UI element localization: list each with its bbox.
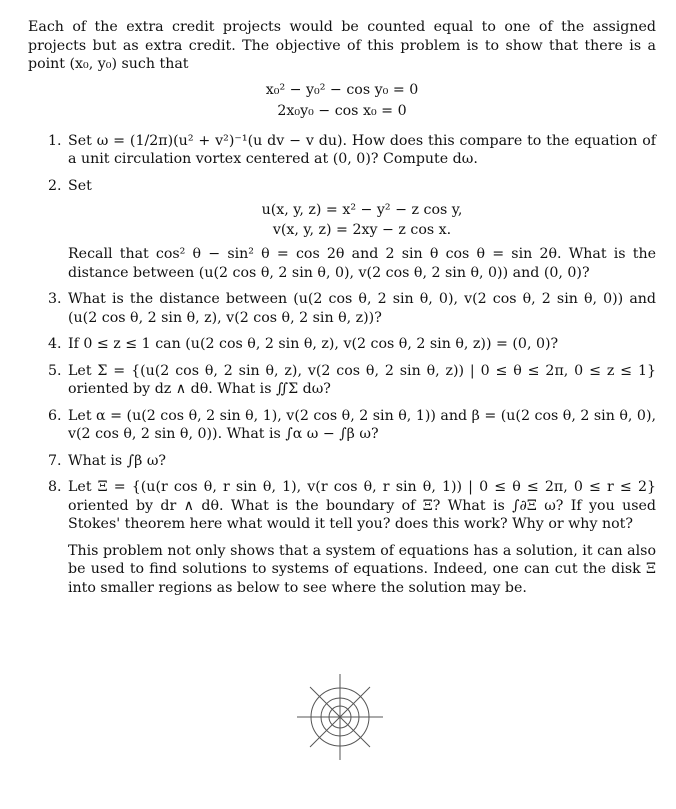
item-number: 4. bbox=[48, 336, 62, 352]
item-text: What is ∫β ω? bbox=[68, 452, 166, 469]
v-definition: v(x, y, z) = 2xy − z cos x. bbox=[272, 222, 452, 238]
item-text: Let Ξ = {(u(r cos θ, r sin θ, 1), v(r cos θ, r sin θ, 1)) | 0 ≤ θ ≤ 2π, 0 ≤ r ≤ 2} oriented by dr ∧ dθ. What is the boundary of Ξ? What is ∫∂Ξ ω? If you used Stokes' theorem here what would it tell you? does this work? Why or why not? bbox=[68, 479, 656, 532]
item-number: 8. bbox=[48, 479, 62, 495]
item-text: Set bbox=[68, 177, 92, 194]
item-number: 2. bbox=[48, 177, 62, 194]
uv-definitions bbox=[68, 200, 656, 240]
closing-paragraph: This problem not only shows that a system of equations has a solution, it can also be used to find solutions to systems of equations. Indeed, one can cut the disk Ξ into smaller regions as below to see where the solution may be. bbox=[68, 542, 656, 596]
equation-2: 2x₀y₀ − cos x₀ = 0 bbox=[277, 102, 407, 119]
intro-paragraph: Each of the extra credit projects would be counted equal to one of the assigned projects but as extra credit. The objective of this problem is to show that there is a point (x₀, y₀) such that bbox=[28, 19, 656, 72]
item-text: Set ω = (1/2π)(u² + v²)⁻¹(u dv − v du). How does this compare to the equation of a unit circulation vortex centered at (0, 0)? Compute dω. bbox=[68, 132, 656, 167]
list-item-4 bbox=[28, 335, 656, 354]
document-page bbox=[28, 18, 656, 597]
item-text: What is the distance between (u(2 cos θ, 2 sin θ, 0), v(2 cos θ, 2 sin θ, 0)) and (u(2 cos θ, 2 sin θ, z), v(2 cos θ, 2 sin θ, z))? bbox=[68, 291, 656, 326]
item-number: 1. bbox=[48, 132, 62, 149]
item-number: 7. bbox=[48, 452, 62, 469]
list-item-7 bbox=[28, 452, 656, 471]
item-text: Let Σ = {(u(2 cos θ, 2 sin θ, z), v(2 cos θ, 2 sin θ, z)) | 0 ≤ θ ≤ 2π, 0 ≤ z ≤ 1} oriented by dz ∧ dθ. What is ∬Σ dω? bbox=[68, 362, 656, 397]
list-item-2 bbox=[28, 177, 656, 283]
list-item-6 bbox=[28, 407, 656, 444]
item-text: Let α = (u(2 cos θ, 2 sin θ, 1), v(2 cos θ, 2 sin θ, 1)) and β = (u(2 cos θ, 2 sin θ, 0), v(2 cos θ, 2 sin θ, 0)). What is ∫α ω − ∫β ω? bbox=[68, 407, 656, 442]
list-item-1 bbox=[28, 132, 656, 169]
list-item-8 bbox=[28, 478, 656, 534]
u-definition: u(x, y, z) = x² − y² − z cos y, bbox=[261, 202, 463, 218]
item-number: 6. bbox=[48, 407, 62, 424]
list-item-3 bbox=[28, 290, 656, 327]
system-of-equations bbox=[28, 80, 656, 122]
item-text-after: Recall that cos² θ − sin² θ = cos 2θ and 2 sin θ cos θ = sin 2θ. What is the distance between (u(2 cos θ, 2 sin θ, 0), v(2 cos θ, 2 sin θ, 0)) and (0, 0)? bbox=[68, 246, 656, 281]
item-number: 5. bbox=[48, 362, 62, 379]
list-item-5 bbox=[28, 362, 656, 399]
disk-subdivision-figure bbox=[297, 674, 383, 760]
item-text: If 0 ≤ z ≤ 1 can (u(2 cos θ, 2 sin θ, z), v(2 cos θ, 2 sin θ, z)) = (0, 0)? bbox=[68, 336, 559, 352]
equation-1: x₀² − y₀² − cos y₀ = 0 bbox=[265, 81, 419, 98]
item-number: 3. bbox=[48, 291, 62, 307]
